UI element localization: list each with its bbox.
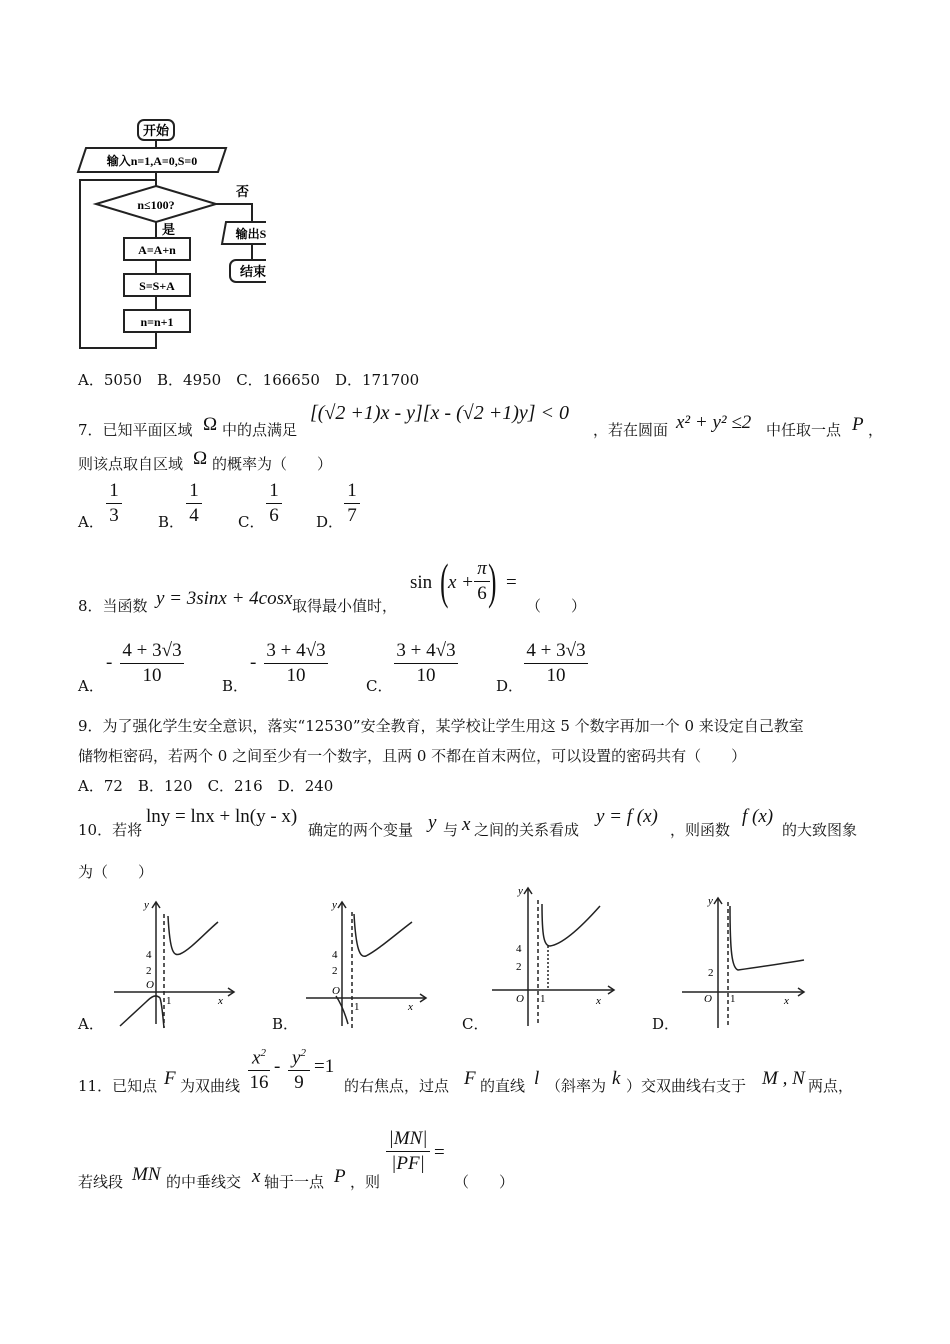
q11-l: l (534, 1068, 540, 1089)
graph-a (106, 894, 242, 1030)
q9-line1: 9．为了强化学生安全意识，落实“12530”安全教育，某学校让学生用这 5 个数字再加一个 0 来设定自己教室 (78, 717, 804, 735)
q7-opt-c-letter: C． (238, 513, 265, 531)
q8-opt-a-sign: - (106, 652, 113, 673)
q7-opt-b-letter: B． (158, 513, 185, 531)
q11-k: k (612, 1068, 621, 1089)
q7-point: P (852, 414, 864, 435)
q7-opt-d-frac: 1 7 (344, 480, 360, 527)
q8-opt-d-frac: 4 + 3√3 10 (524, 640, 588, 687)
flow-step3-text: n=n+1 (140, 315, 174, 329)
q10-mid2: 之间的关系看成 (474, 821, 580, 839)
svg-text:2: 2 (146, 965, 152, 977)
flow-condition-text: n≤100? (137, 198, 175, 212)
svg-text:2: 2 (516, 961, 522, 973)
flow-end-text: 结束 (239, 264, 266, 279)
svg-text:2: 2 (332, 965, 338, 977)
q8-sin: sin (410, 572, 433, 593)
q10-f: f (x) (742, 806, 774, 827)
q7-opt-d-letter: D． (316, 513, 344, 531)
svg-text:1: 1 (354, 1001, 360, 1013)
q7-opt-a-frac: 1 3 (106, 480, 122, 527)
svg-text:y: y (332, 899, 337, 911)
q11-F: F (164, 1068, 176, 1089)
q10-x: x (462, 814, 471, 835)
q11-P: P (334, 1166, 346, 1187)
q10-prefix: 10．若将 (78, 821, 143, 839)
svg-text:x: x (408, 1001, 413, 1013)
q10-line2: 为（ ） (78, 863, 154, 881)
q11-eq1: =1 (314, 1056, 335, 1077)
graph-d-label: D． (652, 1015, 680, 1033)
q7-opt-c-frac: 1 6 (266, 480, 282, 527)
graph-b-label: B． (272, 1015, 299, 1033)
svg-text:O: O (704, 993, 712, 1005)
q11-MN2: MN (132, 1164, 161, 1185)
q8-mid: 取得最小值时， (292, 597, 398, 615)
flow-yes-label: 是 (162, 222, 176, 237)
flow-input-text: 输入n=1,A=0,S=0 (106, 154, 198, 168)
q11-x2-over-16: $x^2$ 16 (249, 1047, 269, 1094)
q8-opt-c-frac: 3 + 4√3 10 (394, 640, 458, 687)
q11-prefix: 11．已知点 (78, 1077, 158, 1095)
q11-y2-over-9: $y^2$ 9 (288, 1042, 310, 1094)
q7-opt-b-frac: 1 4 (186, 480, 202, 527)
q7-after2: 中任取一点 (766, 421, 842, 439)
q11-line2a: 若线段 (78, 1173, 124, 1191)
q11-mid3: 的直线 (480, 1077, 526, 1095)
graph-a-label: A． (78, 1015, 104, 1033)
graph-b (300, 894, 436, 1030)
flow-start-text: 开始 (142, 123, 170, 138)
q7-circle: x² + y² ≤2 (676, 412, 752, 433)
q9-options: A．72 B．120 C．216 D．240 (78, 777, 334, 795)
q8-opt-b-letter: B． (222, 677, 249, 695)
q7-comma: ， (868, 421, 884, 439)
q8-opt-b-sign: - (250, 652, 257, 673)
svg-text:O: O (332, 985, 340, 997)
q10-tail: 的大致图象 (782, 821, 858, 839)
svg-text:x: x (784, 995, 789, 1007)
q11-mid6: 两点， (808, 1077, 854, 1095)
q8-opt-b-frac: 3 + 4√3 10 (264, 640, 328, 687)
svg-text:4: 4 (332, 949, 338, 961)
q8-function: y = 3sinx + 4cosx (156, 588, 293, 609)
q8-paren-right: ) (488, 553, 497, 609)
q7-omega2: Ω (193, 448, 208, 469)
q7-line2b: 的概率为（ ） (212, 455, 333, 473)
q11-line2b: 的中垂线交 (166, 1173, 242, 1191)
q11-x: x (252, 1166, 261, 1187)
flow-no-label: 否 (236, 184, 250, 199)
graph-c-label: C． (462, 1015, 489, 1033)
q11-MN: M , N (762, 1068, 805, 1089)
q11-mid4: （斜率为 (546, 1077, 607, 1095)
q7-mid: 中的点满足 (222, 421, 298, 439)
q8-paren: （ ） (526, 597, 587, 615)
q11-mid1: 为双曲线 (180, 1077, 241, 1095)
q8-opt-c-letter: C． (366, 677, 393, 695)
q11-F2: F (464, 1068, 476, 1089)
q10-and: 与 (443, 821, 459, 839)
graph-d (680, 892, 816, 1030)
q7-inequality: [(√2 +1)x - y][x - (√2 +1)y] < 0 (310, 402, 570, 424)
q10-equation: lny = lnx + ln(y - x) (146, 806, 298, 827)
q8-opt-d-letter: D． (496, 677, 524, 695)
svg-text:2: 2 (708, 967, 714, 979)
svg-text:1: 1 (540, 993, 546, 1005)
flow-step2-text: S=S+A (139, 279, 175, 293)
q7-opt-a-letter: A． (78, 513, 104, 531)
q8-pi-over-6: π 6 (474, 558, 490, 605)
q7-omega: Ω (203, 414, 218, 435)
flowchart (76, 116, 266, 354)
svg-text:O: O (146, 979, 154, 991)
q11-minus: - (274, 1056, 281, 1077)
q7-line2a: 则该点取自区域 (78, 455, 184, 473)
q7-after: ，若在圆面 (593, 421, 669, 439)
q11-eq2: = (434, 1142, 445, 1163)
svg-text:1: 1 (730, 993, 736, 1005)
svg-text:4: 4 (516, 943, 522, 955)
svg-text:O: O (516, 993, 524, 1005)
graph-c (488, 884, 624, 1030)
q11-line2c: 轴于一点 (264, 1173, 325, 1191)
svg-text:y: y (708, 895, 713, 907)
svg-text:y: y (518, 885, 523, 897)
q10-fx: y = f (x) (596, 806, 658, 827)
flow-output-text: 输出S (235, 227, 266, 241)
q10-mid3: ，则函数 (670, 821, 731, 839)
q11-paren: （ ） (454, 1173, 515, 1191)
q8-opt-a-frac: 4 + 3√3 10 (120, 640, 184, 687)
q8-eq: = (506, 572, 517, 593)
q10-y: y (428, 812, 437, 833)
q11-mid2: 的右焦点，过点 (344, 1077, 450, 1095)
svg-text:x: x (218, 995, 223, 1007)
q7-prefix: 7．已知平面区域 (78, 421, 193, 439)
q8-opt-a-letter: A． (78, 677, 104, 695)
q11-ratio: |MN| |PF| (386, 1128, 430, 1175)
svg-text:y: y (144, 899, 149, 911)
q6-options: A．5050 B．4950 C．166650 D．171700 (78, 371, 420, 389)
svg-text:4: 4 (146, 949, 152, 961)
q11-mid5: ）交双曲线右支于 (626, 1077, 747, 1095)
svg-text:x: x (596, 995, 601, 1007)
svg-text:1: 1 (166, 995, 172, 1007)
q8-x-plus: x + (448, 572, 475, 593)
q8-prefix: 8．当函数 (78, 597, 148, 615)
q9-line2: 储物柜密码，若两个 0 之间至少有一个数字，且两 0 不都在首末两位，可以设置的密码共有（ ） (78, 747, 747, 765)
q10-mid1: 确定的两个变量 (308, 821, 414, 839)
flow-step1-text: A=A+n (138, 243, 176, 257)
q11-line2d: ，则 (350, 1173, 381, 1191)
q8-paren-left: ( (440, 553, 449, 609)
